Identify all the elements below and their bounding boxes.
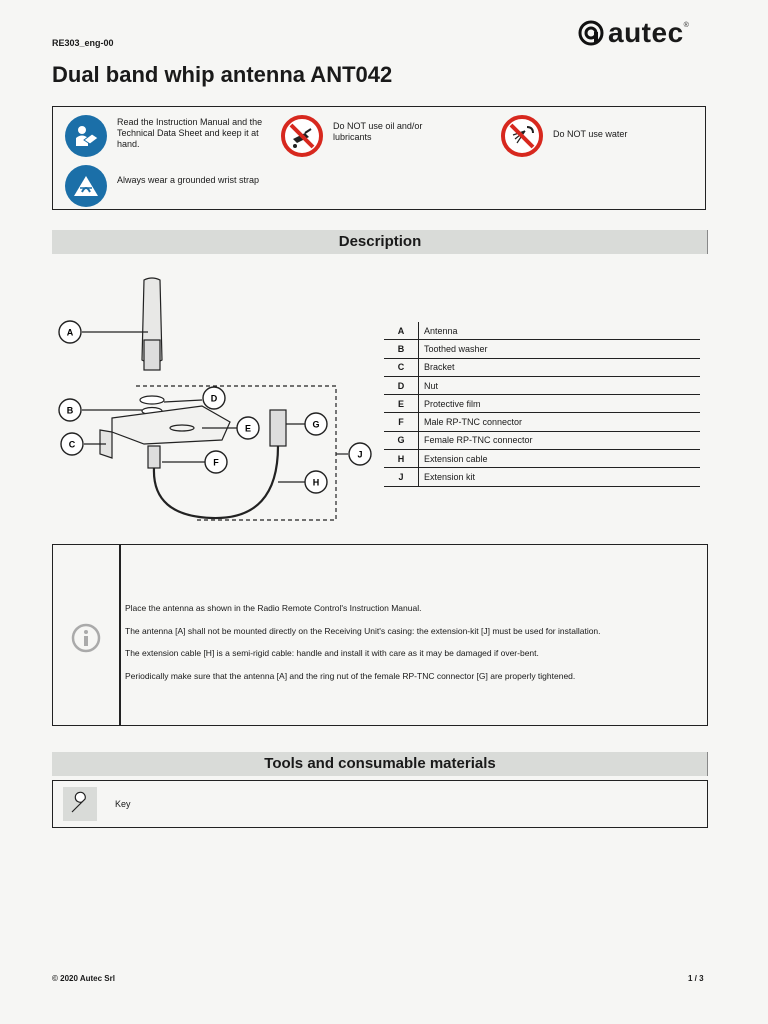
parts-legend-table [384,322,700,487]
extension-kit-outline [136,386,336,520]
legend-label: Protective film [418,395,700,412]
callout-a [59,321,81,343]
callout-h [305,471,327,493]
toothed-washer [140,396,164,404]
legend-key: G [397,435,405,446]
legend-row [384,322,700,340]
esd-icon [65,165,107,207]
callout-letter: A [66,327,74,338]
document-reference: RE303_eng-00 [52,38,114,48]
legend-key: A [397,325,405,336]
legend-row [384,377,700,395]
callout-letter: F [213,457,219,468]
legend-row [384,468,700,486]
info-line: The antenna [A] shall not be mounted directly on the Receiving Unit's casing: the extension-kit [J] must be used for installation. [125,625,601,636]
legend-label: Male RP-TNC connector [418,413,700,430]
legend-key: H [397,453,405,464]
info-icon [71,623,101,658]
callout-b [59,399,81,421]
safety-manual-text: Read the Instruction Manual and the Technical Data Sheet and keep it at hand. [117,117,263,149]
callout-letter: H [312,477,320,488]
no-oil-icon [281,115,323,157]
brand-logo [578,16,708,50]
legend-key: J [398,472,404,483]
description-heading-band [52,230,708,254]
no-water-icon [501,115,543,157]
callout-c [61,433,83,455]
legend-row [384,432,700,450]
legend-label: Extension cable [418,450,700,467]
band-divider [707,230,708,254]
callout-letter: G [312,419,320,430]
legend-row [384,359,700,377]
info-line: Place the antenna as shown in the Radio Remote Control's Instruction Manual. [125,603,422,613]
antenna-base [144,340,160,370]
info-line: Periodically make sure that the antenna [A] and the ring nut of the female RP-TNC connector [G] are properly tightened. [125,671,576,682]
callout-letter: J [357,449,363,460]
legend-label: Bracket [418,359,700,376]
band-divider [707,752,708,776]
bracket-plate [112,406,230,444]
legend-key: C [397,362,405,373]
legend-key: B [397,343,405,354]
page-title: Dual band whip antenna ANT042 [52,62,393,87]
wrench-icon [63,787,97,821]
autec-logo-icon [578,20,604,46]
page-number: 1 / 3 [688,974,704,983]
safety-no-water [501,115,673,157]
brand-name: autec [608,17,684,48]
callout-d [203,387,225,409]
legend-key: E [397,398,404,409]
legend-label: Antenna [418,322,700,339]
callout-letter: E [244,423,252,434]
legend-key: F [398,417,404,428]
legend-label: Female RP-TNC connector [418,432,700,449]
trademark-mark: ® [683,22,689,29]
callout-g [305,413,327,435]
female-connector [270,410,286,446]
info-panel [52,544,708,726]
info-divider [119,545,121,725]
safety-manual [65,115,267,157]
legend-row [384,340,700,358]
legend-row [384,413,700,431]
callout-letter: D [210,393,218,404]
safety-no-water-text: Do NOT use water [553,129,628,139]
callout-e [237,417,259,439]
legend-label: Toothed washer [418,340,700,357]
callout-j [349,443,371,465]
male-connector [148,446,160,468]
legend-row [384,395,700,413]
safety-no-oil [281,115,453,157]
copyright: © 2020 Autec Srl [52,974,115,983]
tools-panel [52,780,708,828]
legend-row [384,450,700,468]
legend-key: D [397,380,405,391]
tools-heading-band [52,752,708,776]
callout-letter: C [68,439,76,450]
tools-heading: Tools and consumable materials [264,755,496,772]
tool-key-label: Key [115,799,131,809]
safety-esd-text: Always wear a grounded wrist strap [117,175,260,185]
safety-panel [52,106,706,210]
callout-f [205,451,227,473]
description-heading: Description [338,233,422,250]
antenna-assembly-diagram [52,270,382,532]
safety-esd [65,165,267,207]
legend-label: Nut [418,377,700,394]
info-line: The extension cable [H] is a semi-rigid cable: handle and install it with care as it may be damaged if over-bent. [125,648,539,659]
safety-no-oil-text: Do NOT use oil and/or lubricants [333,121,423,142]
legend-label: Extension kit [418,468,700,485]
callout-letter: B [66,405,74,416]
info-text [125,597,601,688]
manual-icon [65,115,107,157]
